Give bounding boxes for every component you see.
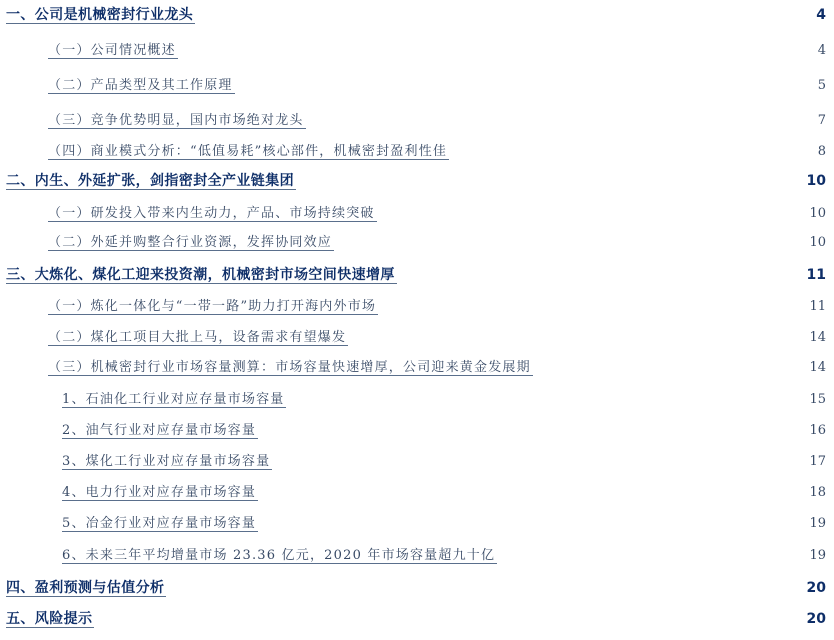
toc-entry-page: 14 (809, 330, 826, 345)
toc-entry-3-1[interactable] (0, 291, 834, 315)
toc-entry-2-2[interactable] (0, 227, 834, 251)
leader-line (48, 314, 378, 315)
toc-entry-title: （二）外延并购整合行业资源，发挥协同效应 (48, 235, 333, 250)
toc-entry-2-1[interactable] (0, 198, 834, 222)
toc-entry-title: 1、石油化工行业对应存量市场容量 (62, 392, 285, 407)
toc-entry-title: （三）竞争优势明显，国内市场绝对龙头 (48, 113, 304, 128)
toc-entry-page: 10 (809, 235, 826, 250)
leader-line (62, 407, 286, 408)
toc-entry-page: 4 (817, 43, 826, 58)
toc-entry-title: （一）炼化一体化与“一带一路”助力打开海内外市场 (48, 299, 377, 314)
toc-entry-4[interactable] (0, 573, 834, 597)
toc-entry-page: 8 (817, 144, 826, 159)
leader-line (48, 375, 533, 376)
toc-entry-title: （二）产品类型及其工作原理 (48, 78, 233, 93)
leader-line (6, 189, 296, 190)
toc-entry-page: 10 (806, 173, 826, 189)
toc-entry-title: 4、电力行业对应存量市场容量 (62, 485, 257, 500)
toc-entry-title: （四）商业模式分析：“低值易耗”核心部件，机械密封盈利性佳 (48, 144, 448, 159)
toc-entry-3[interactable] (0, 260, 834, 284)
toc-entry-1[interactable] (0, 0, 834, 24)
leader-line (62, 438, 258, 439)
toc-entry-title: 5、冶金行业对应存量市场容量 (62, 516, 257, 531)
toc-entry-5[interactable] (0, 604, 834, 628)
toc-entry-page: 18 (809, 485, 826, 500)
toc-entry-page: 19 (809, 548, 826, 563)
leader-line (6, 283, 397, 284)
leader-line (48, 345, 348, 346)
leader-line (62, 563, 497, 564)
toc-entry-title: 四、盈利预测与估值分析 (6, 580, 165, 596)
toc-entry-title: 二、内生、外延扩张，剑指密封全产业链集团 (6, 173, 294, 189)
toc-entry-page: 7 (817, 113, 826, 128)
toc-entry-3-3-2[interactable] (0, 415, 834, 439)
toc-entry-1-3[interactable] (0, 105, 834, 129)
leader-line (6, 627, 94, 628)
toc-entry-page: 10 (809, 206, 826, 221)
leader-line (48, 58, 178, 59)
leader-line (6, 596, 166, 597)
toc-entry-page: 19 (809, 516, 826, 531)
toc-entry-page: 17 (809, 454, 826, 469)
leader-line (62, 469, 272, 470)
toc-entry-page: 20 (806, 580, 826, 596)
toc-entry-title: （一）公司情况概述 (48, 43, 176, 58)
toc-entry-3-3-5[interactable] (0, 508, 834, 532)
toc-entry-title: （二）煤化工项目大批上马，设备需求有望爆发 (48, 330, 347, 345)
toc-entry-page: 11 (806, 267, 826, 283)
toc-entry-3-2[interactable] (0, 322, 834, 346)
toc-entry-title: （一）研发投入带来内生动力，产品、市场持续突破 (48, 206, 375, 221)
toc-entry-title: 三、大炼化、煤化工迎来投资潮，机械密封市场空间快速增厚 (6, 267, 395, 283)
toc-entry-3-3-4[interactable] (0, 477, 834, 501)
leader-line (48, 93, 235, 94)
toc-entry-3-3-1[interactable] (0, 384, 834, 408)
leader-line (62, 500, 258, 501)
leader-line (62, 531, 258, 532)
toc-entry-page: 5 (817, 78, 826, 93)
toc-entry-3-3-3[interactable] (0, 446, 834, 470)
toc-entry-1-4[interactable] (0, 136, 834, 160)
toc-entry-title: 五、风险提示 (6, 611, 93, 627)
leader-line (48, 159, 449, 160)
toc-entry-2[interactable] (0, 166, 834, 190)
toc-entry-title: 2、油气行业对应存量市场容量 (62, 423, 257, 438)
toc-entry-page: 16 (809, 423, 826, 438)
leader-line (48, 221, 377, 222)
toc-entry-1-1[interactable] (0, 35, 834, 59)
toc-entry-page: 4 (816, 7, 826, 23)
toc-entry-page: 14 (809, 360, 826, 375)
toc-entry-title: 3、煤化工行业对应存量市场容量 (62, 454, 271, 469)
toc-entry-3-3-6[interactable] (0, 540, 834, 564)
toc-entry-page: 20 (806, 611, 826, 627)
leader-line (48, 250, 334, 251)
toc-entry-page: 11 (809, 299, 826, 314)
leader-line (48, 128, 306, 129)
toc-entry-title: 6、未来三年平均增量市场 23.36 亿元，2020 年市场容量超九十亿 (62, 548, 496, 563)
toc-entry-page: 15 (809, 392, 826, 407)
toc-entry-title: （三）机械密封行业市场容量测算：市场容量快速增厚，公司迎来黄金发展期 (48, 360, 531, 375)
toc-entry-1-2[interactable] (0, 70, 834, 94)
toc-entry-title: 一、公司是机械密封行业龙头 (6, 7, 194, 23)
leader-line (6, 23, 195, 24)
toc-entry-3-3[interactable] (0, 352, 834, 376)
